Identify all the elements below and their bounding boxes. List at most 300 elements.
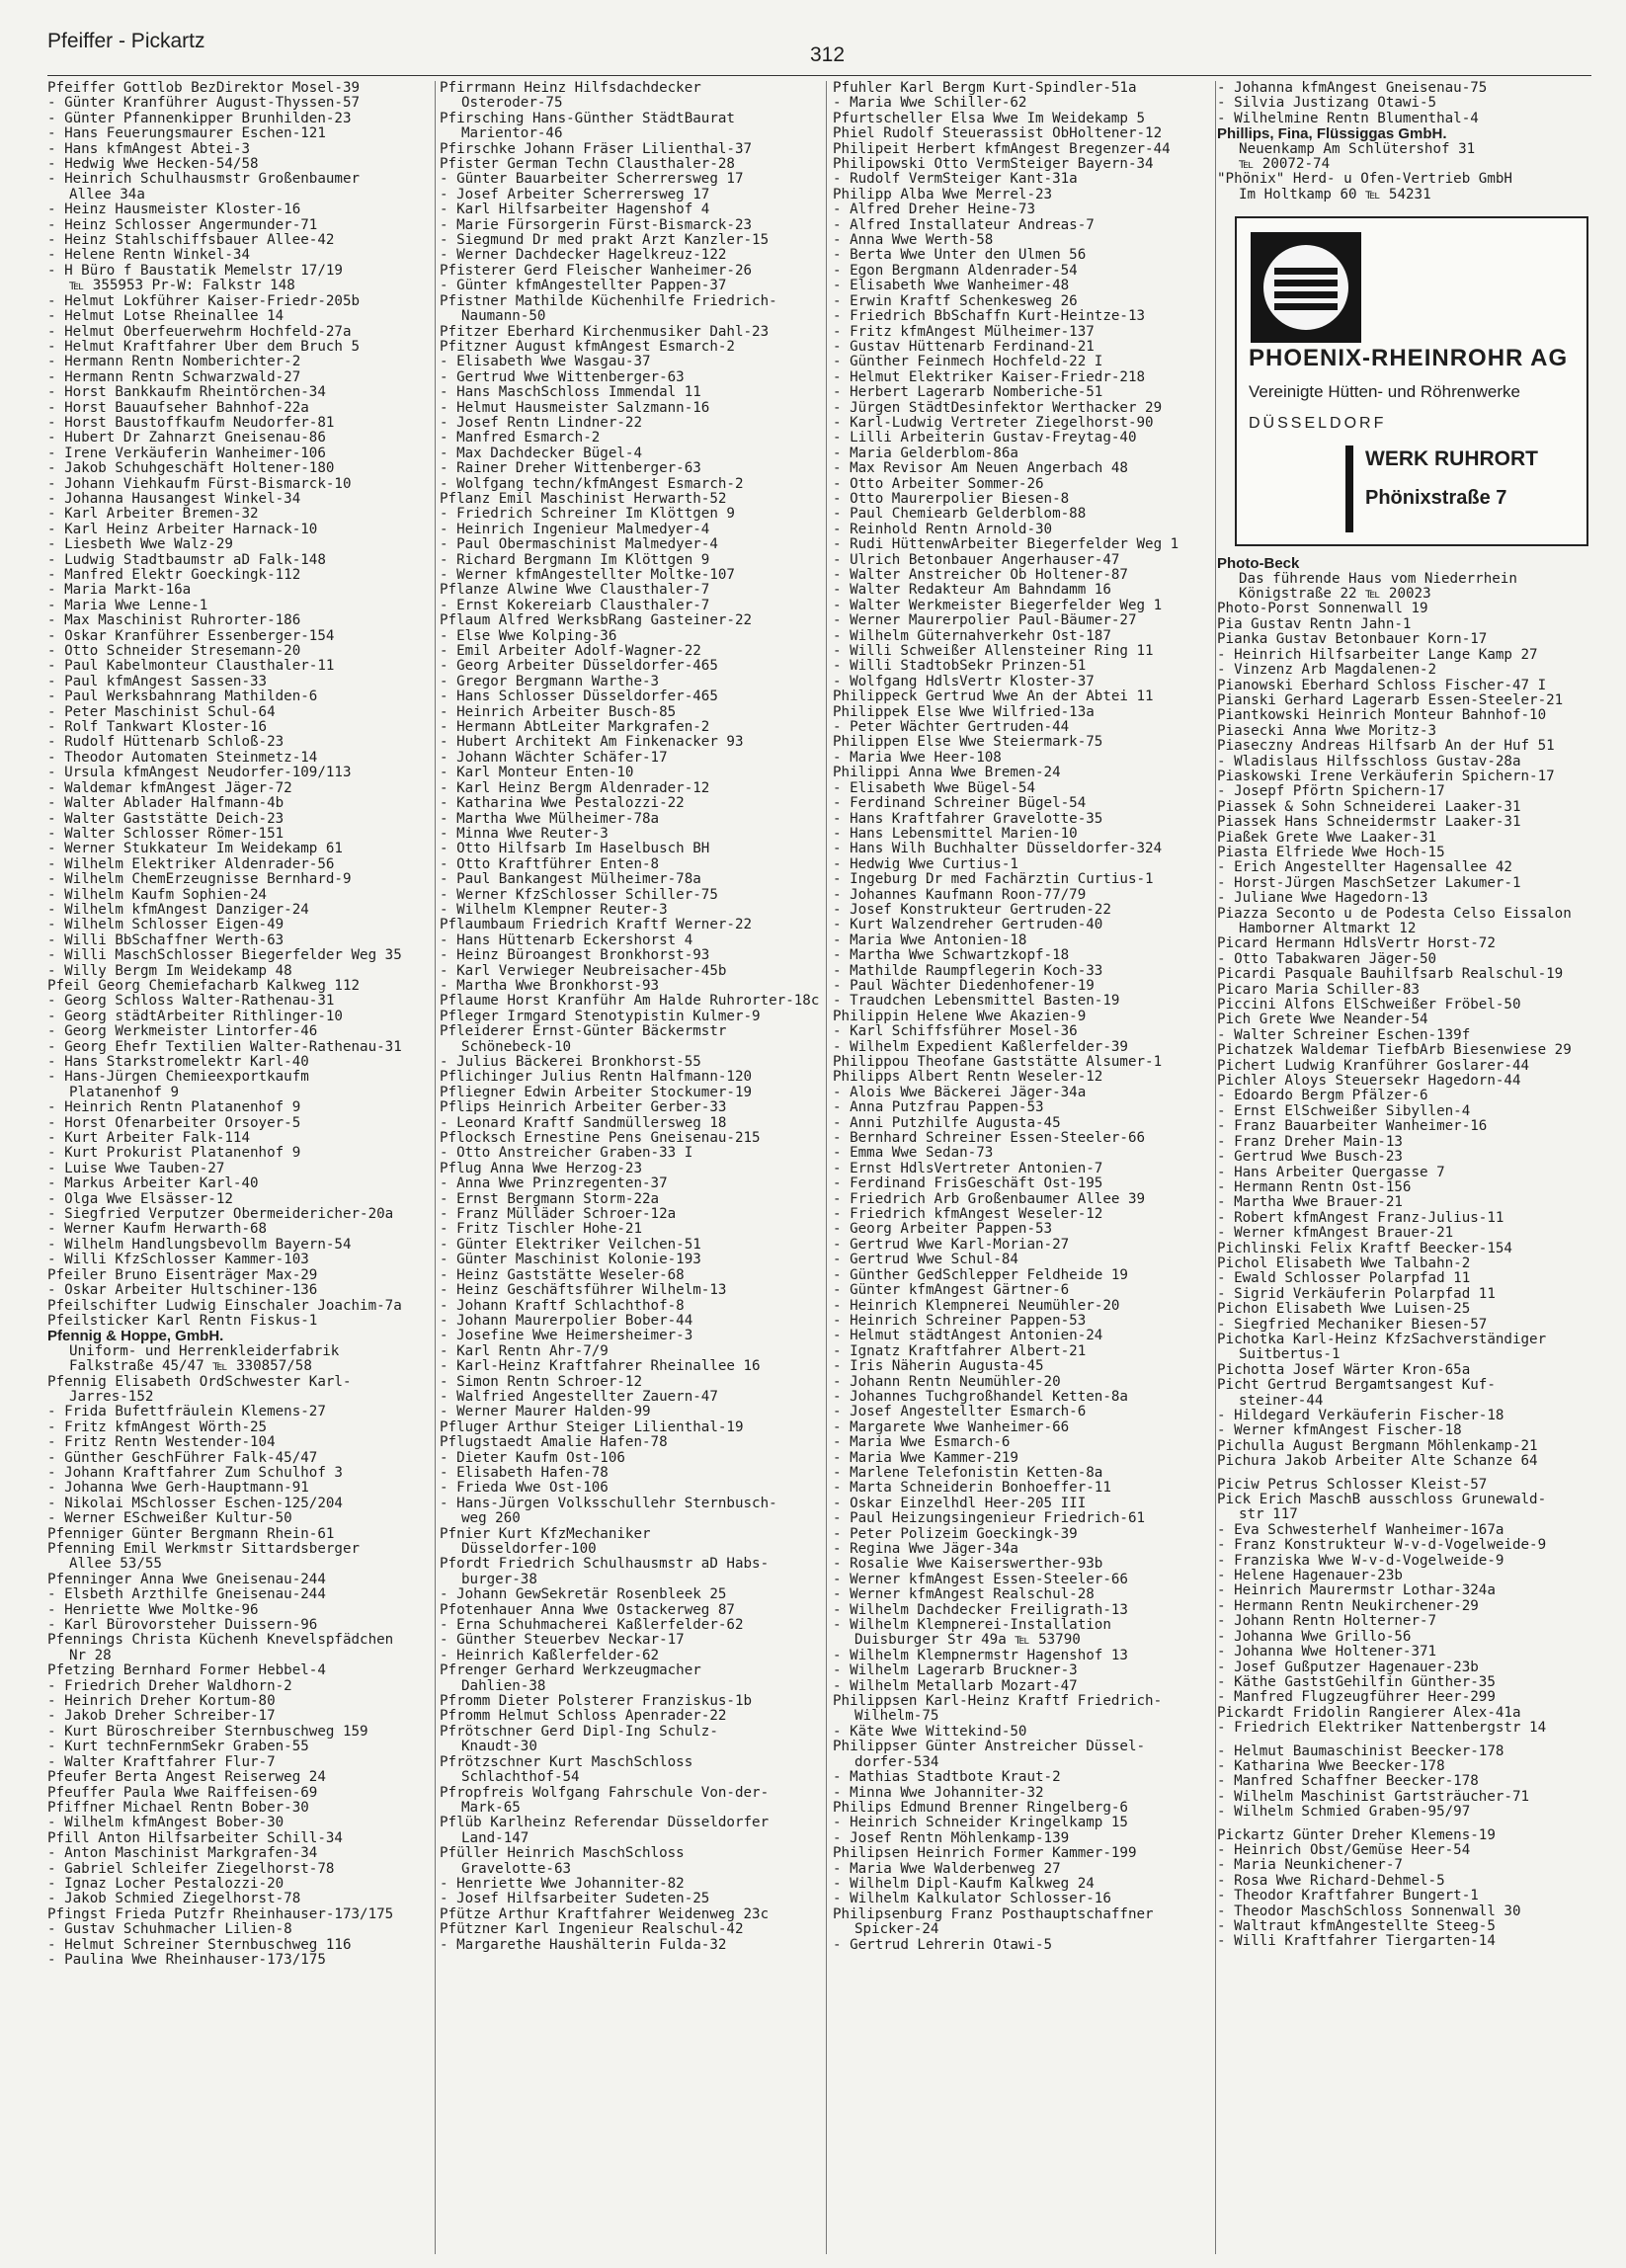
directory-entry: - Josepf Pförtn Spichern-17	[1217, 784, 1445, 800]
directory-entry: - Karl Hilfsarbeiter Hagenshof 4	[440, 202, 710, 218]
directory-entry: - Lilli Arbeiterin Gustav-Freytag-40	[833, 431, 1137, 446]
directory-entry: Philips Edmund Brenner Ringelberg-6	[833, 1800, 1128, 1816]
directory-entry: - Heinrich Schreiner Pappen-53	[833, 1313, 1087, 1329]
directory-entry: - Heinz Schlosser Angermunder-71	[47, 217, 318, 233]
directory-entry: Pfirrmann Heinz Hilfsdachdecker	[440, 81, 701, 96]
directory-entry: - Walfried Angestellter Zauern-47	[440, 1389, 718, 1405]
directory-entry: Pfliegner Edwin Arbeiter Stockumer-19	[440, 1085, 753, 1100]
directory-entry: ℡ 355953 Pr-W: Falkstr 148	[69, 279, 295, 294]
directory-entry: Pflüb Karlheinz Referendar Düsseldorfer	[440, 1816, 770, 1831]
directory-entry: Land-147	[461, 1830, 529, 1846]
directory-entry: - Johann Kraftf Schlachthof-8	[440, 1298, 685, 1314]
directory-entry: - Maria Wwe Lenne-1	[47, 598, 208, 613]
directory-entry: - Georg städtArbeiter Rithlinger-10	[47, 1009, 343, 1024]
directory-entry: Gravelotte-63	[461, 1861, 572, 1877]
directory-entry: - Hans Feuerungsmaurer Eschen-121	[47, 126, 326, 142]
directory-entry: Pfeilsticker Karl Rentn Fiskus-1	[47, 1313, 318, 1329]
directory-entry: - Günther GedSchlepper Feldheide 19	[833, 1267, 1128, 1283]
directory-entry: - Walter Anstreicher Ob Holtener-87	[833, 568, 1128, 583]
directory-entry: str 117	[1239, 1507, 1298, 1523]
directory-entry: Jarres-152	[69, 1389, 154, 1405]
directory-entry: - Willi BbSchaffner Werth-63	[47, 932, 285, 948]
directory-entry: - Henriette Wwe Johanniter-82	[440, 1876, 685, 1892]
directory-entry: - Alfred Installateur Andreas-7	[833, 217, 1095, 233]
directory-entry: - Richard Bergmann Im Klöttgen 9	[440, 552, 710, 568]
directory-entry: - Willy Bergm Im Weidekamp 48	[47, 963, 292, 979]
directory-entry: - Walter Kraftfahrer Flur-7	[47, 1754, 276, 1770]
directory-entry: Piazza Seconto u de Podesta Celso Eissalon	[1217, 906, 1572, 922]
directory-entry: - Gertrud Wwe Schul-84	[833, 1253, 1018, 1268]
directory-entry: - Ferdinand Schreiner Bügel-54	[833, 796, 1087, 812]
directory-entry: - Hans Lebensmittel Marien-10	[833, 826, 1078, 842]
directory-entry: Königstraße 22 ℡ 20023	[1239, 587, 1431, 603]
directory-entry: - Helmut Elektriker Kaiser-Friedr-218	[833, 369, 1146, 385]
directory-entry: Picht Gertrud Bergamtsangest Kuf-	[1217, 1378, 1496, 1394]
directory-entry: Pianski Gerhard Lagerarb Essen-Steeler-21	[1217, 692, 1564, 708]
directory-entry: - Karl Monteur Enten-10	[440, 766, 634, 781]
directory-entry: - Heinrich Obst/Gemüse Heer-54	[1217, 1842, 1471, 1858]
directory-entry: - Heinz Gaststätte Weseler-68	[440, 1267, 685, 1283]
directory-entry: Naumann-50	[461, 309, 546, 325]
directory-entry: - Heinz Stahlschiffsbauer Allee-42	[47, 233, 335, 249]
directory-entry: - Oskar Kranführer Essenberger-154	[47, 628, 335, 644]
directory-entry: Nr 28	[69, 1648, 112, 1663]
directory-entry: - Günter Pfannenkipper Brunhilden-23	[47, 111, 352, 126]
directory-entry: - Wilhelm Klempnermstr Hagenshof 13	[833, 1648, 1128, 1663]
directory-entry: - Kurt Arbeiter Falk-114	[47, 1131, 250, 1147]
directory-entry: - Günter Kranführer August-Thyssen-57	[47, 96, 361, 112]
directory-entry: Pflips Heinrich Arbeiter Gerber-33	[440, 1100, 727, 1116]
ad-plant-street: Phönixstraße 7	[1365, 487, 1507, 510]
directory-entry: - Franz Bauarbeiter Wanheimer-16	[1217, 1119, 1488, 1135]
directory-entry: - Käthe GaststGehilfin Günther-35	[1217, 1674, 1496, 1690]
directory-entry: Pickartz Günter Dreher Klemens-19	[1217, 1827, 1496, 1843]
directory-entry: - Wilhelm Elektriker Aldenrader-56	[47, 856, 335, 872]
column-2	[440, 81, 820, 2254]
directory-entry: - Johann Maurerpolier Bober-44	[440, 1313, 693, 1329]
directory-entry: - Jürgen StädtDesinfektor Werthacker 29	[833, 400, 1163, 416]
directory-entry: - Peter Wächter Gertruden-44	[833, 720, 1070, 736]
directory-entry: - Henriette Wwe Moltke-96	[47, 1602, 259, 1618]
directory-entry: - Helene Hagenauer-23b	[1217, 1569, 1403, 1584]
directory-entry: - Heinz Hausmeister Kloster-16	[47, 202, 301, 218]
directory-entry: - Reinhold Rentn Arnold-30	[833, 522, 1053, 537]
directory-entry: Wilhelm-75	[854, 1709, 939, 1725]
directory-entry: - Erna Schuhmacherei Kaßlerfelder-62	[440, 1618, 744, 1634]
directory-entry: Pfüller Heinrich MaschSchloss	[440, 1846, 685, 1862]
directory-entry: Pfnier Kurt KfzMechaniker	[440, 1526, 651, 1542]
directory-entry: - Wolfgang techn/kfmAngest Esmarch-2	[440, 476, 744, 492]
directory-entry: - Juliane Wwe Hagedorn-13	[1217, 891, 1428, 907]
directory-entry: - Helmut Hausmeister Salzmann-16	[440, 400, 710, 416]
directory-entry: Pfenning Emil Werkmstr Sittardsberger	[47, 1542, 361, 1557]
directory-entry: - Ignatz Kraftfahrer Albert-21	[833, 1343, 1087, 1359]
directory-entry: Pianowski Eberhard Schloss Fischer-47 I	[1217, 678, 1547, 693]
directory-entry: Pflanz Emil Maschinist Herwarth-52	[440, 491, 727, 507]
directory-entry: - Willi KfzSchlosser Kammer-103	[47, 1253, 309, 1268]
directory-entry: - Hedwig Wwe Hecken-54/58	[47, 157, 259, 173]
directory-entry: - Anna Wwe Werth-58	[833, 233, 994, 249]
directory-entry: Pfropfreis Wolfgang Fahrschule Von-der-	[440, 1785, 770, 1801]
directory-entry: - Otto Schneider Stresemann-20	[47, 644, 301, 660]
directory-entry: - Kurt Büroschreiber Sternbuschweg 159	[47, 1724, 368, 1740]
directory-entry: - Peter Polizeim Goeckingk-39	[833, 1526, 1078, 1542]
directory-entry: - Georg Ehefr Textilien Walter-Rathenau-31	[47, 1039, 402, 1055]
directory-entry: - Wolfgang HdlsVertr Kloster-37	[833, 674, 1095, 689]
directory-entry: - Elisabeth Wwe Wanheimer-48	[833, 279, 1070, 294]
directory-entry: - Günther GeschFührer Falk-45/47	[47, 1450, 318, 1466]
directory-entry: Pfotenhauer Anna Wwe Ostackerweg 87	[440, 1602, 735, 1618]
directory-entry: - Helmut städtAngest Antonien-24	[833, 1329, 1103, 1344]
directory-entry: - Hans Hüttenarb Eckershorst 4	[440, 932, 693, 948]
directory-entry: - Gertrud Wwe Wittenberger-63	[440, 369, 685, 385]
directory-entry: Pfisterer Gerd Fleischer Wanheimer-26	[440, 263, 753, 279]
ad-plant-block	[1345, 446, 1575, 534]
directory-entry: - Horst Baustoffkaufm Neudorfer-81	[47, 415, 335, 431]
directory-entry: - Karl Schiffsführer Mosel-36	[833, 1024, 1078, 1040]
directory-entry: Piaskowski Irene Verkäuferin Spichern-17	[1217, 769, 1555, 784]
directory-entry: - Paul Kabelmonteur Clausthaler-11	[47, 659, 335, 675]
directory-entry: - Walter Gaststätte Deich-23	[47, 811, 285, 827]
directory-entry: - Helmut Oberfeuerwehrm Hochfeld-27a	[47, 324, 352, 340]
directory-entry: - Wilhelm Klempnerei-Installation	[833, 1618, 1111, 1634]
directory-entry: - Hans Starkstromelektr Karl-40	[47, 1055, 309, 1070]
directory-entry: - Hermann AbtLeiter Markgrafen-2	[440, 720, 710, 736]
directory-entry: - Heinrich Hilfsarbeiter Lange Kamp 27	[1217, 647, 1538, 663]
directory-entry: - Friedrich kfmAngest Weseler-12	[833, 1207, 1103, 1223]
directory-entry: Pfenninger Anna Wwe Gneisenau-244	[47, 1572, 326, 1587]
directory-entry: Mark-65	[461, 1800, 521, 1816]
directory-entry: - Heinrich Ingenieur Malmedyer-4	[440, 522, 710, 537]
directory-entry: - Hermann Rentn Nomberichter-2	[47, 355, 301, 370]
directory-entry: - Emma Wwe Sedan-73	[833, 1146, 994, 1162]
directory-entry: Piaseczny Andreas Hilfsarb An der Huf 51	[1217, 739, 1555, 755]
directory-entry: - Josef Angestellter Esmarch-6	[833, 1405, 1087, 1420]
directory-entry: - Karl-Ludwig Vertreter Ziegelhorst-90	[833, 415, 1154, 431]
directory-entry: - Otto Kraftführer Enten-8	[440, 856, 660, 872]
directory-entry: Pfeiffer Gottlob BezDirektor Mosel-39	[47, 81, 361, 96]
directory-entry: - Gustav Schuhmacher Lilien-8	[47, 1922, 292, 1938]
directory-entry: Pfuhler Karl Bergm Kurt-Spindler-51a	[833, 81, 1137, 96]
directory-entry: - Anton Maschinist Markgrafen-34	[47, 1846, 318, 1862]
directory-entry: - Egon Bergmann Aldenrader-54	[833, 263, 1078, 279]
directory-entry: - Siegmund Dr med prakt Arzt Kanzler-15	[440, 233, 770, 249]
directory-entry: - Hans kfmAngest Abtei-3	[47, 141, 250, 157]
directory-entry: - Werner Kaufm Herwarth-68	[47, 1222, 268, 1238]
directory-entry: - Heinrich Klempnerei Neumühler-20	[833, 1298, 1120, 1314]
directory-entry: Philipsen Heinrich Former Kammer-199	[833, 1846, 1137, 1862]
directory-entry: - Frida Bufettfräulein Klemens-27	[47, 1405, 326, 1420]
directory-entry: - Wilhelm ChemErzeugnisse Bernhard-9	[47, 872, 352, 888]
directory-entry: - Käte Wwe Wittekind-50	[833, 1724, 1027, 1740]
directory-entry: - Gertrud Wwe Busch-23	[1217, 1150, 1403, 1166]
directory-entry: Piantkowski Heinrich Monteur Bahnhof-10	[1217, 708, 1547, 724]
directory-entry: - Josef Rentn Lindner-22	[440, 415, 642, 431]
directory-entry: - Georg Werkmeister Lintorfer-46	[47, 1024, 318, 1040]
directory-entry: - Otto Tabakwaren Jäger-50	[1217, 951, 1437, 967]
directory-entry: - Mathilde Raumpflegerin Koch-33	[833, 963, 1103, 979]
directory-entry: Pichotta Josef Wärter Kron-65a	[1217, 1362, 1471, 1378]
directory-entry: - Johanna Wwe Gerh-Hauptmann-91	[47, 1481, 309, 1497]
directory-entry: - Theodor Kraftfahrer Bungert-1	[1217, 1889, 1479, 1904]
directory-entry: - Martha Wwe Mülheimer-78a	[440, 811, 660, 827]
directory-entry: - Franz Dreher Main-13	[1217, 1134, 1403, 1150]
directory-entry: - Alois Wwe Bäckerei Jäger-34a	[833, 1085, 1087, 1100]
directory-entry: - Maria Markt-16a	[47, 583, 192, 599]
page-header-title: Pfeiffer - Pickartz	[47, 30, 205, 52]
directory-entry: - Fritz Rentn Westender-104	[47, 1435, 276, 1451]
directory-entry: - Willi StadtobSekr Prinzen-51	[833, 659, 1087, 675]
directory-entry: Pfistner Mathilde Küchenhilfe Friedrich-	[440, 293, 777, 309]
directory-entry: - Paul Werksbahnrang Mathilden-6	[47, 689, 318, 705]
directory-entry: Photo-Beck	[1217, 556, 1300, 572]
directory-entry: Pflugstaedt Amalie Hafen-78	[440, 1435, 668, 1451]
directory-entry: Pfromm Helmut Schloss Apenrader-22	[440, 1709, 727, 1725]
directory-entry: - Rolf Tankwart Kloster-16	[47, 720, 268, 736]
directory-entry: Pfennig & Hoppe, GmbH.	[47, 1329, 224, 1344]
directory-entry: - Gertrud Lehrerin Otawi-5	[833, 1937, 1053, 1953]
column-4	[1217, 81, 1597, 2254]
directory-entry: Pfrenger Gerhard Werkzeugmacher	[440, 1663, 701, 1679]
directory-entry: - Friedrich Dreher Waldhorn-2	[47, 1678, 292, 1694]
column-4-entries	[1217, 556, 1597, 1950]
directory-entry: - Günter Bauarbeiter Scherrersweg 17	[440, 172, 744, 188]
directory-entry: - Günter Maschinist Kolonie-193	[440, 1253, 701, 1268]
directory-entry: - Ludwig Stadtbaumstr aD Falk-148	[47, 552, 326, 568]
directory-entry: - Maria Wwe Walderbenweg 27	[833, 1861, 1061, 1877]
directory-entry: - Rosalie Wwe Kaiserswerther-93b	[833, 1557, 1103, 1573]
directory-entry: weg 260	[461, 1511, 521, 1527]
directory-entry: Knaudt-30	[461, 1740, 537, 1755]
directory-entry: - Hans Arbeiter Quergasse 7	[1217, 1165, 1445, 1180]
directory-entry: Pfrötzschner Kurt MaschSchloss	[440, 1754, 693, 1770]
directory-entry: - Horst-Jürgen MaschSetzer Lakumer-1	[1217, 875, 1521, 891]
directory-entry: - Fritz Tischler Hohe-21	[440, 1222, 642, 1238]
directory-entry: Pfeiler Bruno Eisenträger Max-29	[47, 1267, 318, 1283]
directory-entry: Schönebeck-10	[461, 1039, 572, 1055]
directory-entry: Pia Gustav Rentn Jahn-1	[1217, 616, 1412, 632]
directory-entry: - Martha Wwe Schwartzkopf-18	[833, 948, 1070, 964]
directory-entry: - Wilhelm Dipl-Kaufm Kalkweg 24	[833, 1876, 1095, 1892]
directory-entry: - Günter Elektriker Veilchen-51	[440, 1237, 701, 1253]
directory-entry: Philipsenburg Franz Posthauptschaffner	[833, 1906, 1154, 1922]
directory-entry: - Luise Wwe Tauben-27	[47, 1161, 225, 1176]
directory-entry: Pfennings Christa Küchenh Knevelspfädchen	[47, 1633, 394, 1649]
directory-entry: - Maria Wwe Esmarch-6	[833, 1435, 1011, 1451]
directory-entry: - Ingeburg Dr med Fachärztin Curtius-1	[833, 872, 1154, 888]
directory-entry: Philippeck Gertrud Wwe An der Abtei 11	[833, 689, 1154, 705]
header-rule	[47, 75, 1591, 76]
directory-entry: - Ferdinand FrisGeschäft Ost-195	[833, 1176, 1103, 1192]
directory-entry: - Horst Ofenarbeiter Orsoyer-5	[47, 1115, 301, 1131]
directory-entry: - Mathias Stadtbote Kraut-2	[833, 1770, 1061, 1786]
directory-entry: - Rosa Wwe Richard-Dehmel-5	[1217, 1873, 1445, 1889]
directory-entry: - Wilhelm Expedient Kaßlerfelder-39	[833, 1039, 1128, 1055]
directory-entry: - Hubert Dr Zahnarzt Gneisenau-86	[47, 431, 326, 446]
directory-entry: - Leonard Kraftf Sandmüllersweg 18	[440, 1115, 727, 1131]
directory-entry: - Karl Heinz Arbeiter Harnack-10	[47, 522, 318, 537]
directory-entry: - Paul Obermaschinist Malmedyer-4	[440, 537, 718, 553]
directory-entry: Pflichinger Julius Rentn Halfmann-120	[440, 1070, 753, 1086]
directory-entry: - Minna Wwe Johanniter-32	[833, 1785, 1044, 1801]
directory-entry: - Otto Arbeiter Sommer-26	[833, 476, 1044, 492]
directory-entry: - Ulrich Betonbauer Angerhauser-47	[833, 552, 1120, 568]
directory-entry: Pfordt Friedrich Schulhausmstr aD Habs-	[440, 1557, 770, 1573]
directory-entry: Pfitzner August kfmAngest Esmarch-2	[440, 339, 735, 355]
directory-entry: - Hedwig Wwe Curtius-1	[833, 856, 1018, 872]
directory-entry: - Elisabeth Wwe Bügel-54	[833, 780, 1035, 796]
directory-entry: - Friedrich Schreiner Im Klöttgen 9	[440, 507, 735, 523]
directory-entry: - Anni Putzhilfe Augusta-45	[833, 1115, 1061, 1131]
directory-entry: - Ernst Bergmann Storm-22a	[440, 1191, 660, 1207]
directory-entry: - Marie Fürsorgerin Fürst-Bismarck-23	[440, 217, 753, 233]
directory-entry: - Traudchen Lebensmittel Basten-19	[833, 994, 1120, 1010]
column-4-top-entries	[1217, 81, 1597, 202]
directory-entry: - Kurt technFernmSekr Graben-55	[47, 1740, 309, 1755]
directory-entry: - Minna Wwe Reuter-3	[440, 826, 609, 842]
directory-entry: - Manfred Elektr Goeckingk-112	[47, 568, 301, 583]
directory-entry: - Wilhelm Kalkulator Schlosser-16	[833, 1892, 1111, 1907]
directory-entry: Philippsen Karl-Heinz Kraftf Friedrich-	[833, 1694, 1163, 1710]
directory-entry: - Karl Arbeiter Bremen-32	[47, 507, 259, 523]
directory-entry: - Horst Bauaufseher Bahnhof-22a	[47, 400, 309, 416]
directory-entry: - Johanna Wwe Holtener-371	[1217, 1645, 1437, 1660]
directory-entry: - Hermann Rentn Schwarzwald-27	[47, 369, 301, 385]
directory-entry: - H Büro f Baustatik Memelstr 17/19	[47, 263, 343, 279]
directory-entry: - Georg Arbeiter Düsseldorfer-465	[440, 659, 718, 675]
directory-entry: Pfrötschner Gerd Dipl-Ing Schulz-	[440, 1724, 718, 1740]
directory-entry: - Marlene Telefonistin Ketten-8a	[833, 1465, 1103, 1481]
directory-entry: Neuenkamp Am Schlütershof 31	[1239, 141, 1476, 157]
directory-entry: Osteroder-75	[461, 96, 563, 112]
directory-entry: - Paul Wächter Diedenhofener-19	[833, 978, 1095, 994]
directory-entry: - Otto Maurerpolier Biesen-8	[833, 491, 1070, 507]
directory-entry: - Maria Gelderblom-86a	[833, 446, 1018, 461]
directory-entry: - Theodor Automaten Steinmetz-14	[47, 750, 318, 766]
directory-entry: - Wilhelm Güternahverkehr Ost-187	[833, 628, 1111, 644]
directory-entry: - Robert kfmAngest Franz-Julius-11	[1217, 1210, 1504, 1226]
directory-entry: - Max Maschinist Ruhrorter-186	[47, 613, 301, 629]
directory-entry: - Johanna Wwe Grillo-56	[1217, 1629, 1412, 1645]
directory-entry: - Manfred Schaffner Beecker-178	[1217, 1774, 1479, 1790]
directory-entry: - Horst Bankkaufm Rheintörchen-34	[47, 385, 326, 401]
directory-entry: - Hans MaschSchloss Immendal 11	[440, 385, 701, 401]
directory-entry: Pfleger Irmgard Stenotypistin Kulmer-9	[440, 1009, 761, 1024]
directory-entry: - Eva Schwesterhelf Wanheimer-167a	[1217, 1522, 1504, 1538]
directory-entry: - Ernst HdlsVertreter Antonien-7	[833, 1161, 1103, 1176]
directory-entry: Pfiffner Michael Rentn Bober-30	[47, 1800, 309, 1816]
directory-entry: - Jakob Schmied Ziegelhorst-78	[47, 1892, 301, 1907]
directory-entry: Pickardt Fridolin Rangierer Alex-41a	[1217, 1705, 1521, 1721]
directory-entry: - Walter Schreiner Eschen-139f	[1217, 1027, 1471, 1043]
directory-entry: - Friedrich Elektriker Nattenbergstr 14	[1217, 1721, 1547, 1737]
directory-entry: - Josefine Wwe Heimersheimer-3	[440, 1329, 693, 1344]
directory-entry: - Heinz Geschäftsführer Wilhelm-13	[440, 1283, 727, 1299]
directory-entry: Pfingst Frieda Putzfr Rheinhauser-173/175	[47, 1906, 394, 1922]
directory-entry: - Erwin Kraftf Schenkesweg 26	[833, 293, 1078, 309]
directory-entry: Philippou Theofane Gaststätte Alsumer-1	[833, 1055, 1163, 1070]
directory-entry: - Ignaz Locher Pestalozzi-20	[47, 1876, 285, 1892]
directory-entry: - Oskar Arbeiter Hultschiner-136	[47, 1283, 318, 1299]
directory-entry: - Werner Stukkateur Im Weidekamp 61	[47, 842, 343, 857]
directory-entry: - Johann GewSekretär Rosenbleek 25	[440, 1587, 727, 1603]
directory-entry: - Josef Gußputzer Hagenauer-23b	[1217, 1660, 1479, 1675]
directory-entry: burger-38	[461, 1572, 537, 1587]
directory-entry: - Werner KfzSchlosser Schiller-75	[440, 887, 718, 903]
directory-entry: - Oskar Einzelhdl Heer-205 III	[833, 1496, 1087, 1511]
directory-entry: Hamborner Altmarkt 12	[1239, 922, 1417, 936]
directory-entry: - Hermann Rentn Ost-156	[1217, 1179, 1412, 1195]
directory-entry: - Willi MaschSchlosser Biegerfelder Weg 35	[47, 948, 402, 964]
directory-entry: Pfluger Arthur Steiger Lilienthal-19	[440, 1419, 744, 1435]
directory-entry: - Josef Rentn Möhlenkamp-139	[833, 1830, 1070, 1846]
directory-entry: - Günther Feinmech Hochfeld-22 I	[833, 355, 1103, 370]
directory-entry: - Franziska Wwe W-v-d-Vogelweide-9	[1217, 1553, 1504, 1569]
directory-entry: - Heinrich Maurermstr Lothar-324a	[1217, 1583, 1496, 1599]
directory-entry: - Wilhelmine Rentn Blumenthal-4	[1217, 111, 1479, 126]
directory-entry: ℡ 20072-74	[1239, 157, 1331, 173]
directory-entry: - Peter Maschinist Schul-64	[47, 704, 276, 720]
directory-entry: - Heinrich Schneider Kringelkamp 15	[833, 1816, 1128, 1831]
directory-entry: dorfer-534	[854, 1754, 939, 1770]
directory-entry: Pflug Anna Wwe Herzog-23	[440, 1161, 642, 1176]
directory-entry: - Helene Rentn Winkel-34	[47, 248, 250, 264]
directory-entry: Allee 34a	[69, 187, 145, 202]
directory-entry: Pflaumbaum Friedrich Kraftf Werner-22	[440, 918, 753, 933]
directory-entry: - Rudi HüttenwArbeiter Biegerfelder Weg 1	[833, 537, 1179, 553]
directory-entry: - Margarethe Haushälterin Fulda-32	[440, 1937, 727, 1953]
directory-entry: Schlachthof-54	[461, 1770, 580, 1786]
directory-entry: - Friedrich Arb Großenbaumer Allee 39	[833, 1191, 1146, 1207]
directory-entry: - Karl Heinz Bergm Aldenrader-12	[440, 780, 710, 796]
directory-entry: - Helmut Lokführer Kaiser-Friedr-205b	[47, 293, 361, 309]
directory-entry: - Bernhard Schreiner Essen-Steeler-66	[833, 1131, 1146, 1147]
directory-entry: - Silvia Justizang Otawi-5	[1217, 96, 1437, 112]
phoenix-logo-icon	[1251, 232, 1361, 343]
directory-entry: - Rudolf VermSteiger Kant-31a	[833, 172, 1078, 188]
directory-entry: Pichert Ludwig Kranführer Goslarer-44	[1217, 1058, 1530, 1074]
directory-entry: - Alfred Dreher Heine-73	[833, 202, 1035, 218]
directory-entry: Piaßek Grete Wwe Laaker-31	[1217, 830, 1437, 846]
directory-entry: - Willi Schweißer Allensteiner Ring 11	[833, 644, 1154, 660]
directory-entry: - Josef Hilfsarbeiter Sudeten-25	[440, 1892, 710, 1907]
directory-entry: - Julius Bäckerei Bronkhorst-55	[440, 1055, 701, 1070]
directory-entry: Phillips, Fina, Flüssiggas GmbH.	[1217, 126, 1447, 142]
directory-entry: - Werner kfmAngest Realschul-28	[833, 1587, 1095, 1603]
directory-entry: - Werner kfmAngest Essen-Steeler-66	[833, 1572, 1128, 1587]
directory-entry: Piassek & Sohn Schneiderei Laaker-31	[1217, 799, 1521, 815]
directory-entry: - Johann Wächter Schäfer-17	[440, 750, 668, 766]
directory-entry: - Johannes Tuchgroßhandel Ketten-8a	[833, 1389, 1128, 1405]
directory-entry: - Wilhelm Metallarb Mozart-47	[833, 1678, 1078, 1694]
directory-entry: Im Holtkamp 60 ℡ 54231	[1239, 187, 1431, 202]
directory-entry: - Walter Redakteur Am Bahndamm 16	[833, 583, 1111, 599]
directory-entry: - Werner kfmAngest Fischer-18	[1217, 1423, 1462, 1439]
directory-entry: Pfetzing Bernhard Former Hebbel-4	[47, 1663, 326, 1679]
column-divider	[435, 81, 436, 2254]
directory-entry: steiner-44	[1239, 1393, 1324, 1409]
directory-entry: - Nikolai MSchlosser Eschen-125/204	[47, 1496, 343, 1511]
directory-entry: - Heinrich Schulhausmstr Großenbaumer	[47, 172, 361, 188]
directory-entry: - Hans Wilh Buchhalter Düsseldorfer-324	[833, 842, 1163, 857]
directory-entry: Pichler Aloys Steuersekr Hagedorn-44	[1217, 1074, 1521, 1090]
directory-entry: - Werner kfmAngestellter Moltke-107	[440, 568, 735, 583]
directory-entry: - Werner Maurerpolier Paul-Bäumer-27	[833, 613, 1137, 629]
directory-entry: Picaro Maria Schiller-83	[1217, 982, 1420, 998]
directory-entry: - Ernst Kokereiarb Clausthaler-7	[440, 598, 710, 613]
directory-entry: Phiel Rudolf Steuerassist ObHoltener-12	[833, 126, 1163, 142]
directory-entry: - Helmut Lotse Rheinallee 14	[47, 309, 285, 325]
